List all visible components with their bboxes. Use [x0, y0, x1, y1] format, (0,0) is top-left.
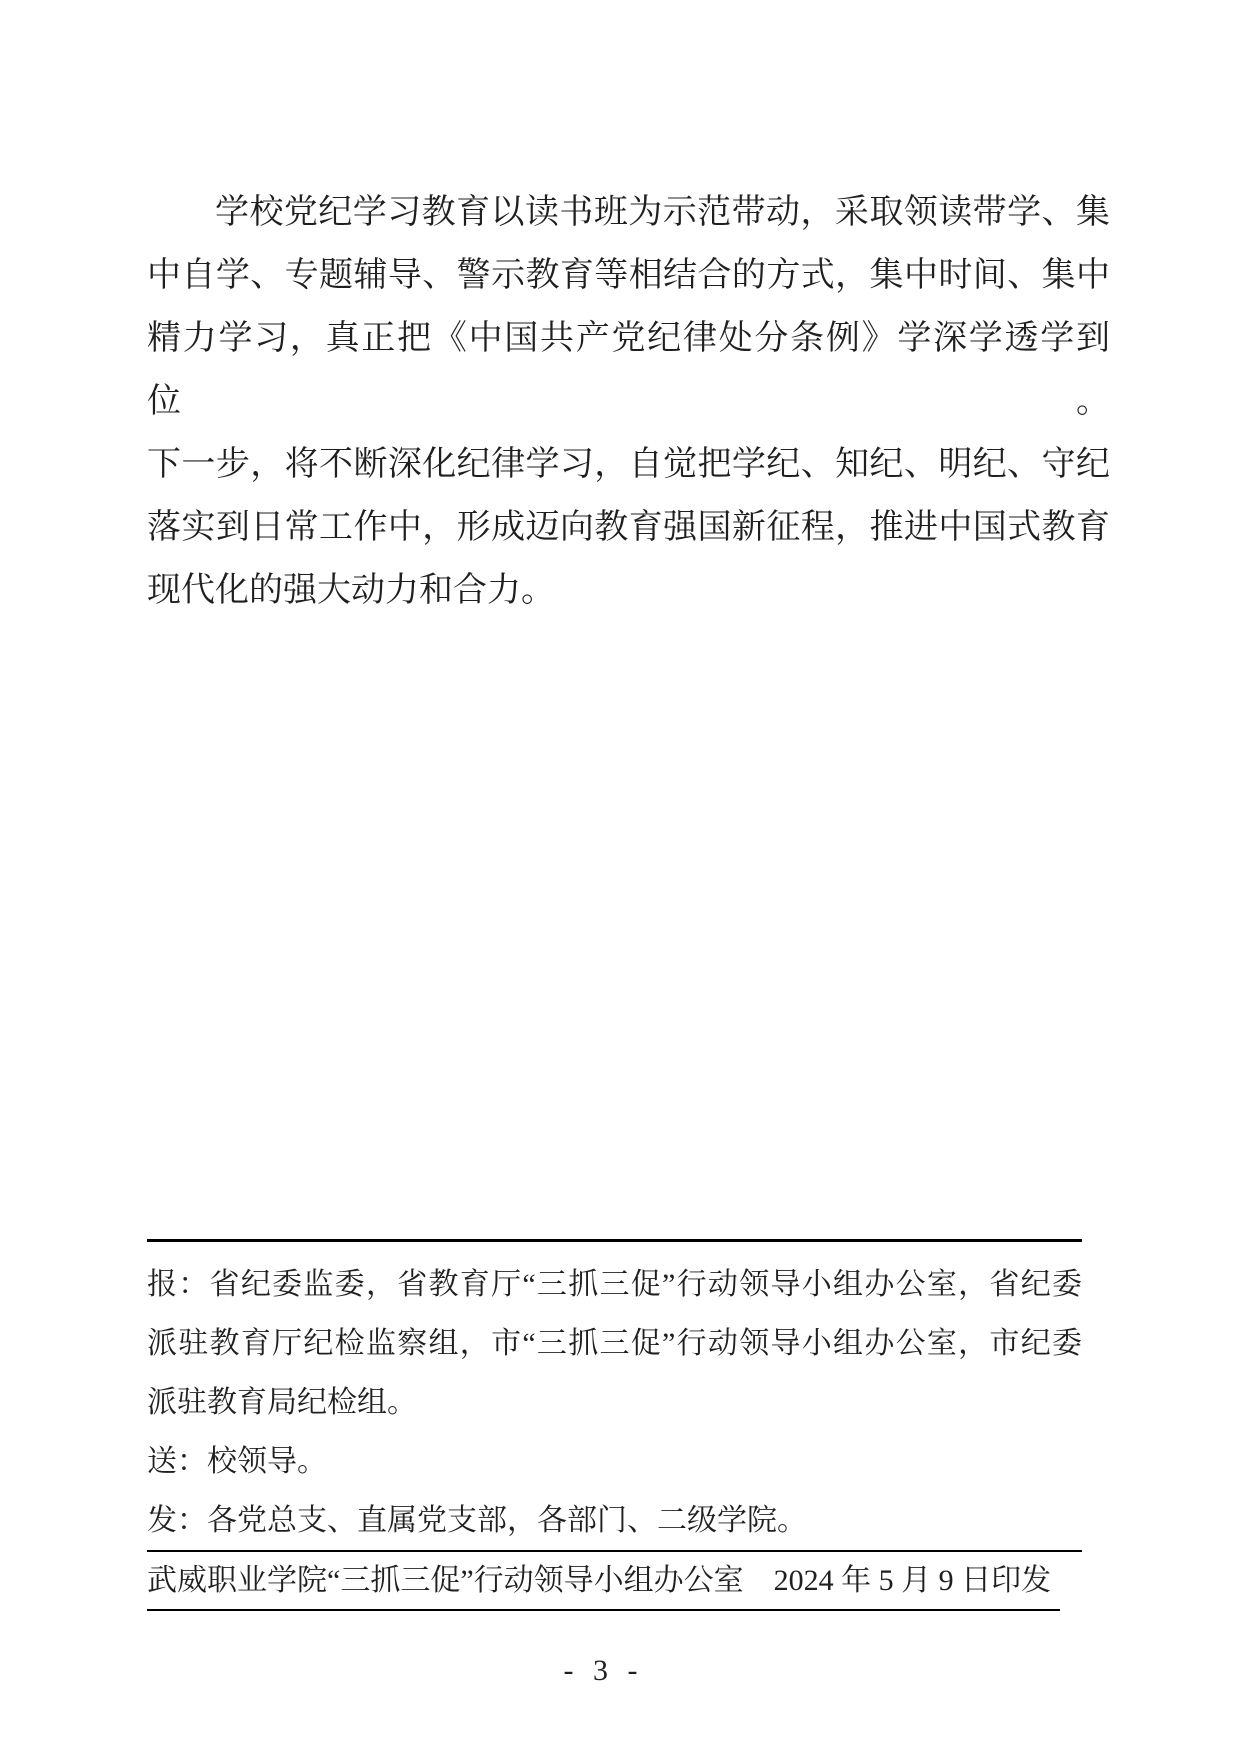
body-line: 学校党纪学习教育以读书班为示范带动，采取领读带学、集: [215, 194, 1110, 231]
body-line: 下一步，将不断深化纪律学习，自觉把学纪、知纪、明纪、守纪: [147, 446, 1110, 483]
body-line: 中自学、专题辅导、警示教育等相结合的方式，集中时间、集中: [147, 257, 1110, 294]
imprint-line: 武威职业学院“三抓三促”行动领导小组办公室 2024 年 5 月 9 日印发: [147, 1564, 1052, 1597]
separator-rule-top: [147, 1239, 1082, 1242]
separator-rule-bottom: [147, 1609, 1060, 1611]
send-to-line: 送：校领导。: [147, 1445, 327, 1478]
body-line: 落实到日常工作中，形成迈向教育强国新征程，推进中国式教育: [147, 509, 1110, 546]
body-line: 现代化的强大动力和合力。: [147, 572, 555, 609]
body-line: 精力学习，真正把《中国共产党纪律处分条例》学深学透学到位。: [147, 320, 1110, 420]
report-to-line: 派驻教育厅纪检监察组，市“三抓三促”行动领导小组办公室，市纪委: [147, 1327, 1082, 1360]
report-to-line: 报：省纪委监委，省教育厅“三抓三促”行动领导小组办公室，省纪委: [147, 1268, 1082, 1301]
page-number: - 3 -: [563, 1654, 644, 1687]
main-paragraph: [147, 181, 1110, 622]
report-to-line: 派驻教育局纪检组。: [147, 1386, 417, 1419]
distribute-to-line: 发：各党总支、直属党支部，各部门、二级学院。: [147, 1504, 807, 1537]
distribution-notes: [147, 1255, 1082, 1550]
